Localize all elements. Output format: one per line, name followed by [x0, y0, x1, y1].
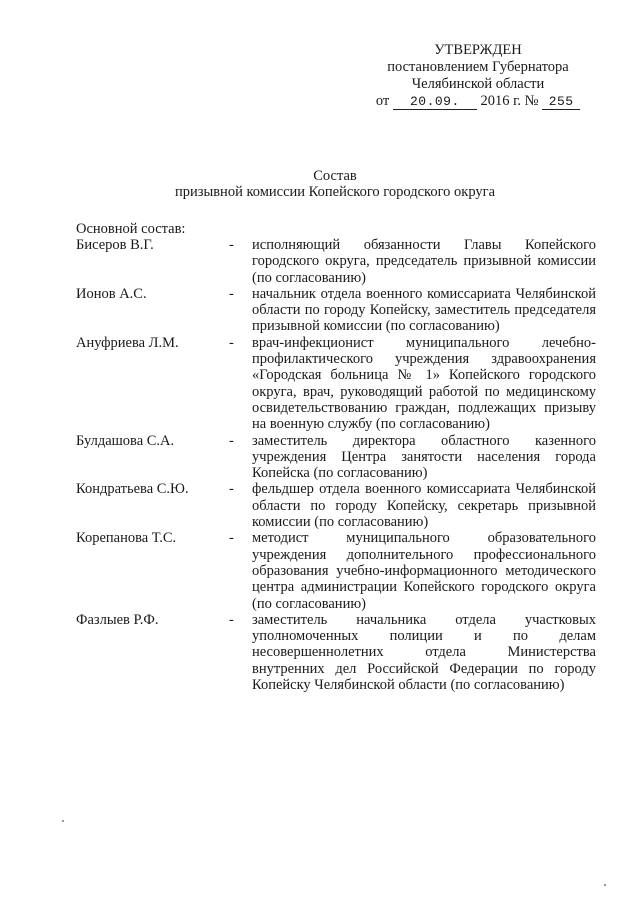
list-item	[76, 286, 596, 335]
member-name: Ионов А.С.	[76, 285, 147, 302]
dash-separator: -	[229, 530, 234, 547]
member-description: исполняющий обязанности Главы Копейского городского округа, председатель призывной комиссии (по согласованию)	[252, 237, 596, 286]
member-description: начальник отдела военного комиссариата Челябинской области по городу Копейску, заместитель председателя призывной комиссии (по согласованию)	[252, 285, 596, 335]
list-item	[76, 481, 596, 530]
list-item	[76, 335, 596, 433]
members-list	[76, 237, 596, 693]
member-name: Булдашова С.А.	[76, 432, 175, 449]
year-and-number-label: 2016 г. №	[480, 93, 539, 109]
member-name: Ануфриева Л.М.	[76, 334, 179, 351]
approval-line-2: Челябинской области	[411, 76, 545, 92]
member-name: Корепанова Т.С.	[76, 530, 177, 547]
handwritten-number: 255	[542, 94, 580, 110]
member-description: заместитель начальника отдела участковых уполномоченных полиции и по делам несовершеннолетних отдела Министерства внутренних дел Российской Федерации по городу Копейску Челябинской области (по согласованию)	[252, 611, 596, 694]
dash-separator: -	[229, 432, 234, 449]
member-description: методист муниципального образовательного учреждения дополнительного профессионального образования учебно-информационного методического центра администрации Копейского городского округа (по согласованию)	[252, 530, 596, 612]
member-name: Кондратьева С.Ю.	[76, 481, 189, 498]
member-description: врач-инфекционист муниципального лечебно-профилактического учреждения здравоохранения «Городская больница № 1» Копейского городского округа, врач, руководящий работой по медицинскому освидетельствованию граждан, подлежащих призыву на военную службу (по согласованию)	[252, 334, 596, 433]
list-item	[76, 530, 596, 611]
member-name: Фазлыев Р.Ф.	[76, 611, 159, 628]
dash-separator: -	[229, 611, 234, 628]
dash-separator: -	[229, 481, 234, 498]
section-label: Основной состав:	[76, 221, 186, 237]
date-prefix: от	[375, 93, 390, 109]
list-item	[76, 612, 596, 693]
handwritten-date: 20.09.	[393, 94, 477, 110]
member-name: Бисеров В.Г.	[76, 237, 154, 253]
dash-separator: -	[229, 237, 234, 253]
member-description: заместитель директора областного казенного учреждения Центра занятости населения города Копейска (по согласованию)	[252, 432, 596, 482]
heading-line-1: Состав	[313, 168, 357, 184]
heading-line-2: призывной комиссии Копейского городского округа	[174, 184, 496, 200]
approval-line-1: постановлением Губернатора	[387, 59, 569, 75]
approval-title: УТВЕРЖДЕН	[434, 42, 522, 58]
scan-speck	[604, 884, 606, 886]
dash-separator: -	[229, 334, 234, 351]
list-item	[76, 433, 596, 482]
approval-stamp	[372, 42, 584, 110]
scan-speck	[62, 820, 64, 822]
list-item	[76, 237, 596, 286]
dash-separator: -	[229, 285, 234, 302]
approval-date-line	[372, 93, 584, 110]
document-heading	[100, 168, 570, 200]
member-description: фельдшер отдела военного комиссариата Челябинской области по городу Копейску, секретарь призывной комиссии (по согласованию)	[252, 481, 596, 531]
